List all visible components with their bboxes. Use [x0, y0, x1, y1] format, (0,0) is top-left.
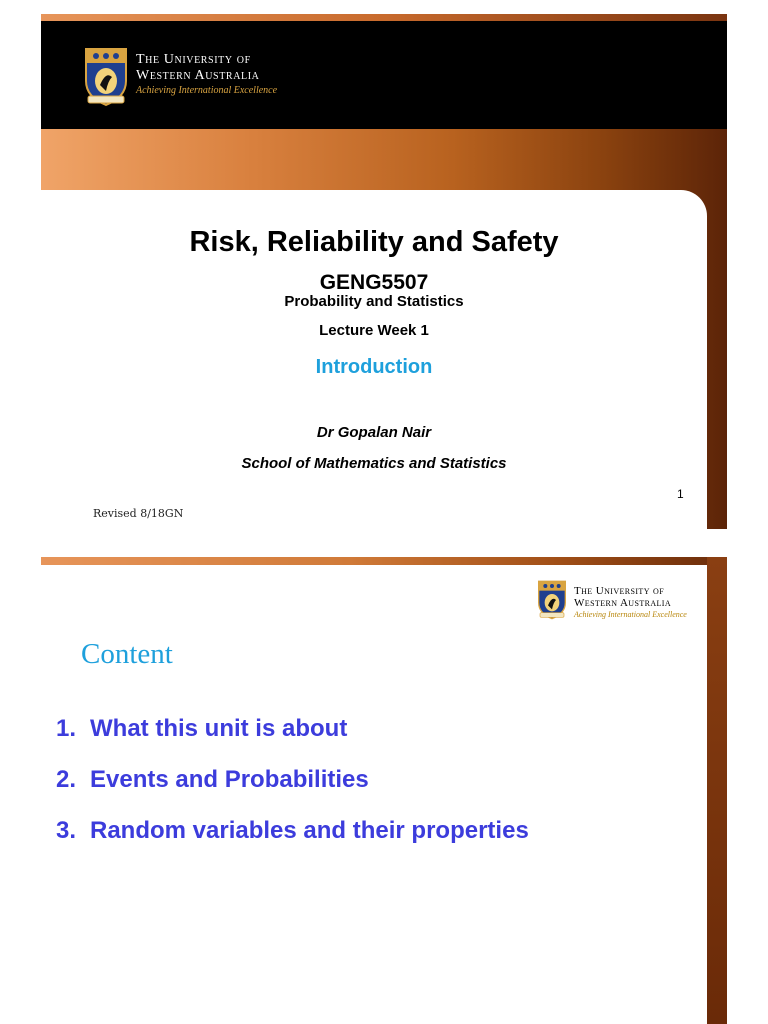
uwa-crest-icon-small: [537, 580, 567, 625]
title-slide: [41, 14, 727, 529]
top-accent-line: [41, 14, 727, 21]
slide-subtitle: Probability and Statistics: [284, 293, 464, 310]
list-item-text: What this unit is about: [90, 715, 348, 742]
university-tagline: Achieving International Excellence: [574, 610, 687, 619]
university-tagline: Achieving International Excellence: [136, 85, 278, 96]
school-name: School of Mathematics and Statistics: [241, 455, 507, 472]
list-item: [56, 715, 529, 766]
lecture-week: Lecture Week 1: [319, 322, 429, 339]
university-name-line1: The University of: [574, 585, 665, 597]
content-list: [56, 715, 529, 868]
list-item-number: 2.: [56, 766, 77, 793]
lecture-topic: Introduction: [315, 356, 433, 378]
list-item-text: Events and Probabilities: [90, 766, 369, 793]
right-accent-bar: [707, 557, 727, 1024]
list-item-text: Random variables and their properties: [90, 817, 529, 844]
university-wordmark-small: [574, 585, 687, 620]
university-name-line1: The University of: [136, 52, 251, 67]
content-heading: Content: [81, 638, 173, 670]
author-name: Dr Gopalan Nair: [316, 424, 432, 441]
revision-note: Revised 8/18GN: [93, 507, 184, 520]
list-item-number: 3.: [56, 817, 77, 844]
university-wordmark: [136, 52, 277, 98]
uwa-crest-icon: [84, 47, 128, 112]
university-name-line2: Western Australia: [574, 597, 672, 609]
top-accent-line: [41, 557, 727, 565]
list-item: [56, 766, 529, 817]
university-name-line2: Western Australia: [136, 68, 260, 83]
content-slide: [41, 557, 727, 1024]
list-item: [56, 817, 529, 868]
page-number: 1: [677, 487, 684, 501]
list-item-number: 1.: [56, 715, 77, 742]
slide-title: Risk, Reliability and Safety: [189, 226, 559, 258]
course-code: GENG5507: [319, 271, 429, 294]
